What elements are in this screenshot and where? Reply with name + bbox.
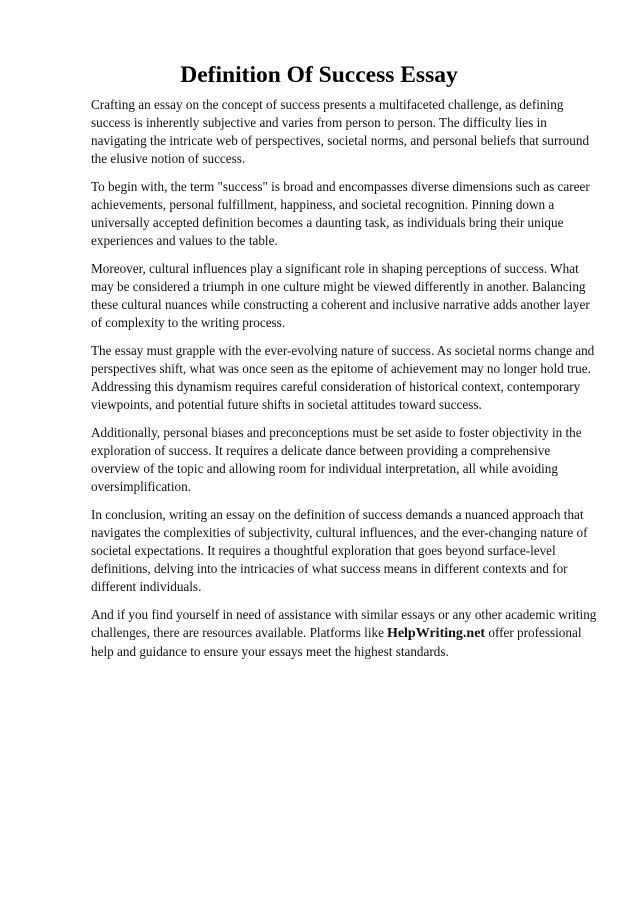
- paragraph-term-success: To begin with, the term "success" is broad and encompasses diverse dimensions such as career achievements, personal fulfillment, happiness, and societal recognition. Pinning down a universally accepted definition becomes a daunting task, as individuals bring their unique experiences and values to the table.: [91, 179, 590, 248]
- closing-text-before-link: And if you find yourself in need of assistance with similar essays or any other academic writing challenges, there are resources available. Platforms like: [91, 607, 597, 640]
- essay-body: [91, 96, 601, 671]
- paragraph-cultural-influences: Moreover, cultural influences play a significant role in shaping perceptions of success. What may be considered a triumph in one culture might be viewed differently in another. Balancing these cultural nuances while constructing a coherent and inclusive narrative adds another layer of complexity to the writing process.: [91, 261, 590, 330]
- paragraph-personal-biases: Additionally, personal biases and preconceptions must be set aside to foster objectivity in the exploration of success. It requires a delicate dance between providing a comprehensive overview of the topic and allowing room for individual interpretation, all while avoiding oversimplification.: [91, 425, 582, 494]
- paragraph-evolving-nature: The essay must grapple with the ever-evolving nature of success. As societal norms change and perspectives shift, what was once seen as the epitome of achievement may no longer hold true. Addressing this dynamism requires careful consideration of historical context, contemporary viewpoints, and potential future shifts in societal attitudes toward success.: [91, 343, 595, 412]
- closing-text-after-link: offer professional help and guidance to ensure your essays meet the highest standards.: [91, 625, 582, 659]
- paragraph-conclusion: In conclusion, writing an essay on the definition of success demands a nuanced approach that navigates the complexities of subjectivity, cultural influences, and the ever-changing nature of societal expectations. It requires a thoughtful exploration that goes beyond surface-level definitions, delving into the intricacies of what success means in different contexts and for different individuals.: [91, 507, 588, 594]
- paragraph-closing: [91, 606, 601, 661]
- paragraph-intro: Crafting an essay on the concept of success presents a multifaceted challenge, as defining success is inherently subjective and varies from person to person. The difficulty lies in navigating the intricate web of perspectives, societal norms, and personal beliefs that surround the elusive notion of success.: [91, 97, 590, 166]
- page-title: Definition Of Success Essay: [180, 62, 458, 88]
- helpwriting-link[interactable]: HelpWriting.net: [386, 626, 486, 641]
